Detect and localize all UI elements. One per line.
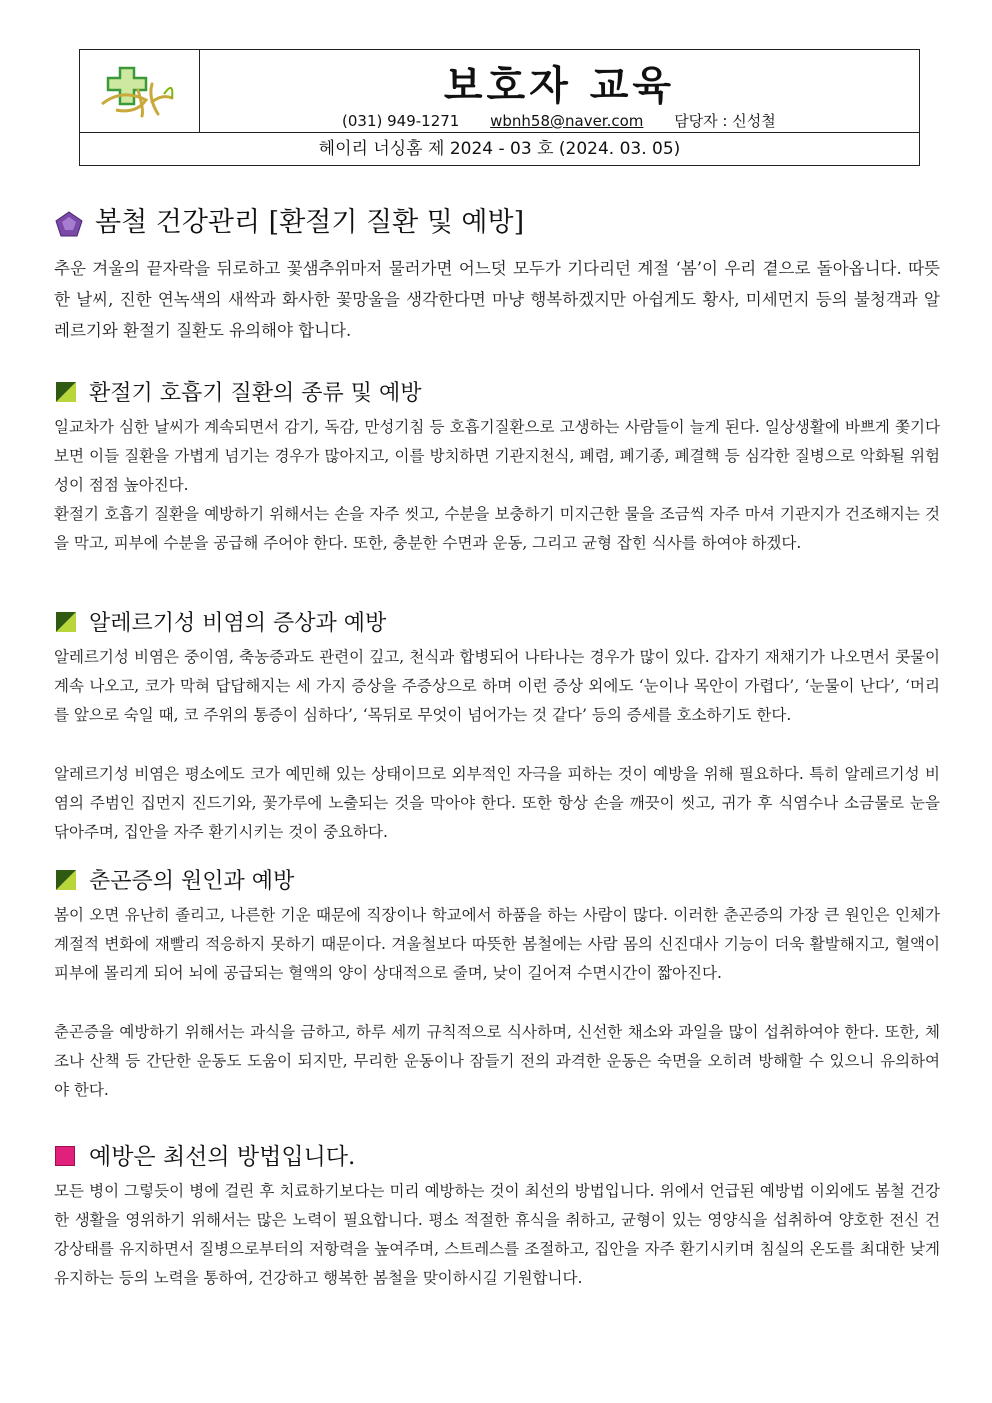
- section-1-paragraph-1: 일교차가 심한 날씨가 계속되면서 감기, 독감, 만성기침 등 호흡기질환으로 고생하는 사람들이 늘게 된다. 일상생활에 바쁘게 쫓기다 보면 이들 질환을 가볍게 넘기는 경우가 많아지고, 이를 방치하면 기관지천식, 폐렴, 폐기종, 폐결핵 등 심각한 질병으로 악화될 위험성이 점점 높아진다.: [54, 418, 940, 494]
- intro-paragraph: 추운 겨울의 끝자락을 뒤로하고 꽃샘추위마저 물러가면 어느덧 모두가 기다리던 계절 ‘봄’이 우리 곁으로 돌아옵니다. 따뜻한 날씨, 진한 연녹색의 새싹과 화사한 꽃망울을 생각한다면 마냥 행복하겠지만 아쉽게도 황사, 미세먼지 등의 불청객과 알레르기와 환절기 질환도 유의해야 합니다.: [54, 259, 940, 340]
- green-triangle-icon: [55, 869, 77, 891]
- section-title-text: 춘곤증의 원인과 예방: [89, 869, 295, 894]
- main-section-title: [55, 200, 524, 239]
- newsletter-title: 보호자 교육: [443, 63, 676, 109]
- section-title-text: 환절기 호흡기 질환의 종류 및 예방: [89, 381, 422, 406]
- email-link[interactable]: wbnh58@naver.com: [490, 112, 644, 130]
- section-2-paragraph-2: 알레르기성 비염은 평소에도 코가 예민해 있는 상태이므로 외부적인 자극을 피하는 것이 예방을 위해 필요하다. 특히 알레르기성 비염의 주범인 집먼지 진드기와, 꽃가루에 노출되는 것을 막아야 한다. 또한 항상 손을 깨끗이 씻고, 귀가 후 식염수나 소금물로 눈을 닦아주며, 집안을 자주 환기시키는 것이 중요하다.: [54, 765, 940, 841]
- section-title-rhinitis: [55, 606, 386, 637]
- phone-number: (031) 949-1271: [342, 112, 460, 130]
- closing-title: [55, 1138, 355, 1171]
- contact-line: [342, 110, 802, 131]
- section-3-paragraph-2: 춘곤증을 예방하기 위해서는 과식을 금하고, 하루 세끼 규칙적으로 식사하며, 신선한 채소와 과일을 많이 섭취하여야 한다. 또한, 체조나 산책 등 간단한 운동도 도움이 되지만, 무리한 운동이나 잠들기 전의 과격한 운동은 숙면을 오히려 방해할 수 있으니 유의하여야 한다.: [54, 1023, 940, 1099]
- purple-gem-icon: [55, 211, 83, 237]
- section-3-paragraph-1: 봄이 오면 유난히 졸리고, 나른한 기운 때문에 직장이나 학교에서 하품을 하는 사람이 많다. 이러한 춘곤증의 가장 큰 원인은 인체가 계절적 변화에 재빨리 적응하지 못하기 때문이다. 겨울철보다 따뜻한 봄철에는 사람 몸의 신진대사 기능이 더욱 활발해지고, 혈액이 피부에 몰리게 되어 뇌에 공급되는 혈액의 양이 상대적으로 줄며, 낮이 길어져 수면시간이 짧아진다.: [54, 906, 940, 982]
- green-triangle-icon: [55, 611, 77, 633]
- pink-square-icon: [55, 1146, 75, 1166]
- section-2-paragraph-1: 알레르기성 비염은 중이염, 축농증과도 관련이 깊고, 천식과 합병되어 나타나는 경우가 많이 있다. 갑자기 재채기가 나오면서 콧물이 계속 나오고, 코가 막혀 답답해지는 세 가지 증상을 주증상으로 하며 이런 증상 외에도 ‘눈이나 목안이 가렵다’, ‘눈물이 난다’, ‘머리를 앞으로 숙일 때, 코 주위의 통증이 심하다’, ‘목뒤로 무엇이 넘어가는 것 같다’ 등의 증세를 호소하기도 한다.: [54, 648, 940, 724]
- section-1-paragraph-2: 환절기 호흡기 질환을 예방하기 위해서는 손을 자주 씻고, 수분을 보충하기 미지근한 물을 조금씩 자주 마셔 기관지가 건조해지는 것을 막고, 피부에 수분을 공급해 주어야 한다. 또한, 충분한 수면과 운동, 그리고 균형 잡힌 식사를 하여야 하겠다.: [54, 505, 940, 552]
- section-title-spring-fatigue: [55, 864, 294, 895]
- nursing-home-logo: [80, 50, 200, 132]
- title-cell: [200, 50, 919, 132]
- green-triangle-icon: [55, 381, 77, 403]
- logo-cell: [80, 50, 200, 132]
- newsletter-header: [79, 49, 920, 166]
- contact-person: 담당자 : 신성철: [674, 112, 776, 130]
- section-title-respiratory: [55, 376, 422, 407]
- closing-title-text: 예방은 최선의 방법입니다.: [89, 1144, 356, 1170]
- main-section-title-text: 봄철 건강관리 [환절기 질환 및 예방]: [95, 207, 525, 238]
- section-title-text: 알레르기성 비염의 증상과 예방: [89, 611, 387, 636]
- closing-paragraph: 모든 병이 그렇듯이 병에 걸린 후 치료하기보다는 미리 예방하는 것이 최선의 방법입니다. 위에서 언급된 예방법 이외에도 봄철 건강한 생활을 영위하기 위해서는 많은 노력이 필요합니다. 평소 적절한 휴식을 취하고, 균형이 있는 영양식을 섭취하여 양호한 전신 건강상태를 유지하면서 질병으로부터의 저항력을 높여주며, 스트레스를 조절하고, 집안을 자주 환기시키며 침실의 온도를 최대한 낮게 유지하는 등의 노력을 통하여, 건강하고 행복한 봄철을 맞이하시길 기원합니다.: [54, 1182, 940, 1287]
- issue-line: 헤이리 너싱홈 제 2024 - 03 호 (2024. 03. 05): [80, 132, 919, 165]
